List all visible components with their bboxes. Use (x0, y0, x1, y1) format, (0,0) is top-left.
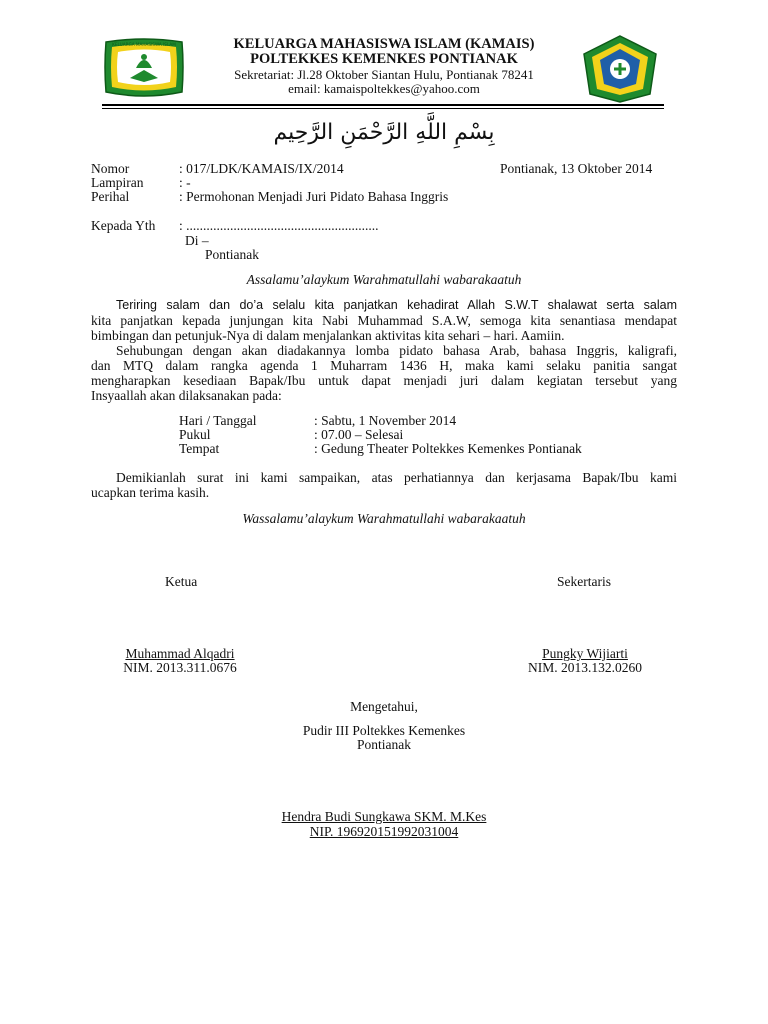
para2-line2: dan MTQ dalam rangka agenda 1 Muharram 1436 H, maka kami selaku panitia sangat (91, 358, 677, 373)
right-signatory-name: Pungky Wijiarti (542, 646, 628, 661)
institution-name: POLTEKKES KEMENKES PONTIANAK (250, 51, 518, 67)
left-signatory-name: Muhammad Alqadri (125, 646, 235, 661)
event-date-label: Hari / Tanggal (179, 413, 257, 428)
event-time-value: : 07.00 – Selesai (314, 427, 404, 442)
kamais-logo (100, 34, 188, 100)
approval-title-city: Pontianak (357, 737, 411, 752)
right-role: Sekertaris (557, 574, 611, 589)
approval-title: Pudir III Poltekkes Kemenkes (302, 723, 466, 738)
closing-line1: Demikianlah surat ini kami sampaikan, atas perhatiannya dan kerjasama Bapak/Ibu kami (116, 470, 677, 485)
poltekkes-logo (580, 34, 660, 104)
basmala: بِسْمِ اللَّهِ الرَّحْمَنِ الرَّحِيم (273, 120, 495, 145)
di-label: Di – (185, 233, 209, 248)
approver-id: NIP. 196920151992031004 (309, 824, 459, 839)
kamais-logo-text: KELUARGA MAHASISWA ISLAM (112, 42, 176, 47)
left-role: Ketua (165, 574, 198, 589)
address: Sekretariat: Jl.28 Oktober Siantan Hulu, Pontianak 78241 (234, 67, 534, 82)
letter-date: Pontianak, 13 Oktober 2014 (500, 161, 653, 176)
org-name: KELUARGA MAHASISWA ISLAM (KAMAIS) (233, 36, 535, 52)
farewell: Wassalamu’alaykum Warahmatullahi wabarakaatuh (242, 511, 526, 526)
approver-name: Hendra Budi Sungkawa SKM. M.Kes (281, 809, 487, 824)
nomor-value: : 017/LDK/KAMAIS/IX/2014 (179, 161, 344, 176)
para2-line3: mengharapkan kesediaan Bapak/Ibu untuk dapat menjadi juri dalam kegiatan tersebut yang (91, 373, 677, 388)
approval-label: Mengetahui, (350, 699, 418, 714)
event-place-value: : Gedung Theater Poltekkes Kemenkes Pontianak (314, 441, 582, 456)
recipient-city: Pontianak (205, 247, 259, 262)
lampiran-value: : - (179, 175, 191, 190)
header-rule (102, 104, 664, 106)
nomor-label: Nomor (91, 161, 130, 176)
kepada-value: : ......................................................... (179, 218, 379, 233)
perihal-value: : Permohonan Menjadi Juri Pidato Bahasa Inggris (179, 189, 449, 204)
event-time-label: Pukul (179, 427, 211, 442)
event-place-label: Tempat (179, 441, 220, 456)
perihal-label: Perihal (91, 189, 130, 204)
para1-line2: kita panjatkan kepada junjungan kita Nabi Muhammad S.A.W, semoga kita senantiasa mendapat (91, 313, 677, 328)
event-date-value: : Sabtu, 1 November 2014 (314, 413, 457, 428)
header-rule-thin (102, 108, 664, 109)
para1-line1: Teriring salam dan do’a selalu kita panjatkan kehadirat Allah S.W.T shalawat serta salam (116, 298, 677, 312)
greeting: Assalamu’alaykum Warahmatullahi wabarakaatuh (246, 272, 522, 287)
right-signatory-id: NIM. 2013.132.0260 (528, 660, 642, 675)
closing-line2: ucapkan terima kasih. (91, 485, 210, 500)
para2-line4: Insyaallah akan dilaksanakan pada: (91, 388, 282, 403)
left-signatory-id: NIM. 2013.311.0676 (123, 660, 237, 675)
para1-line3: bimbingan dan petunjuk-Nya di dalam menjalankan aktivitas kita sehari – hari. Aamiin. (91, 328, 565, 343)
lampiran-label: Lampiran (91, 175, 144, 190)
para2-line1: Sehubungan dengan akan diadakannya lomba pidato bahasa Arab, bahasa Inggris, kaligrafi, (116, 343, 677, 358)
kepada-label: Kepada Yth (91, 218, 156, 233)
email: email: kamaispoltekkes@yahoo.com (288, 81, 480, 96)
